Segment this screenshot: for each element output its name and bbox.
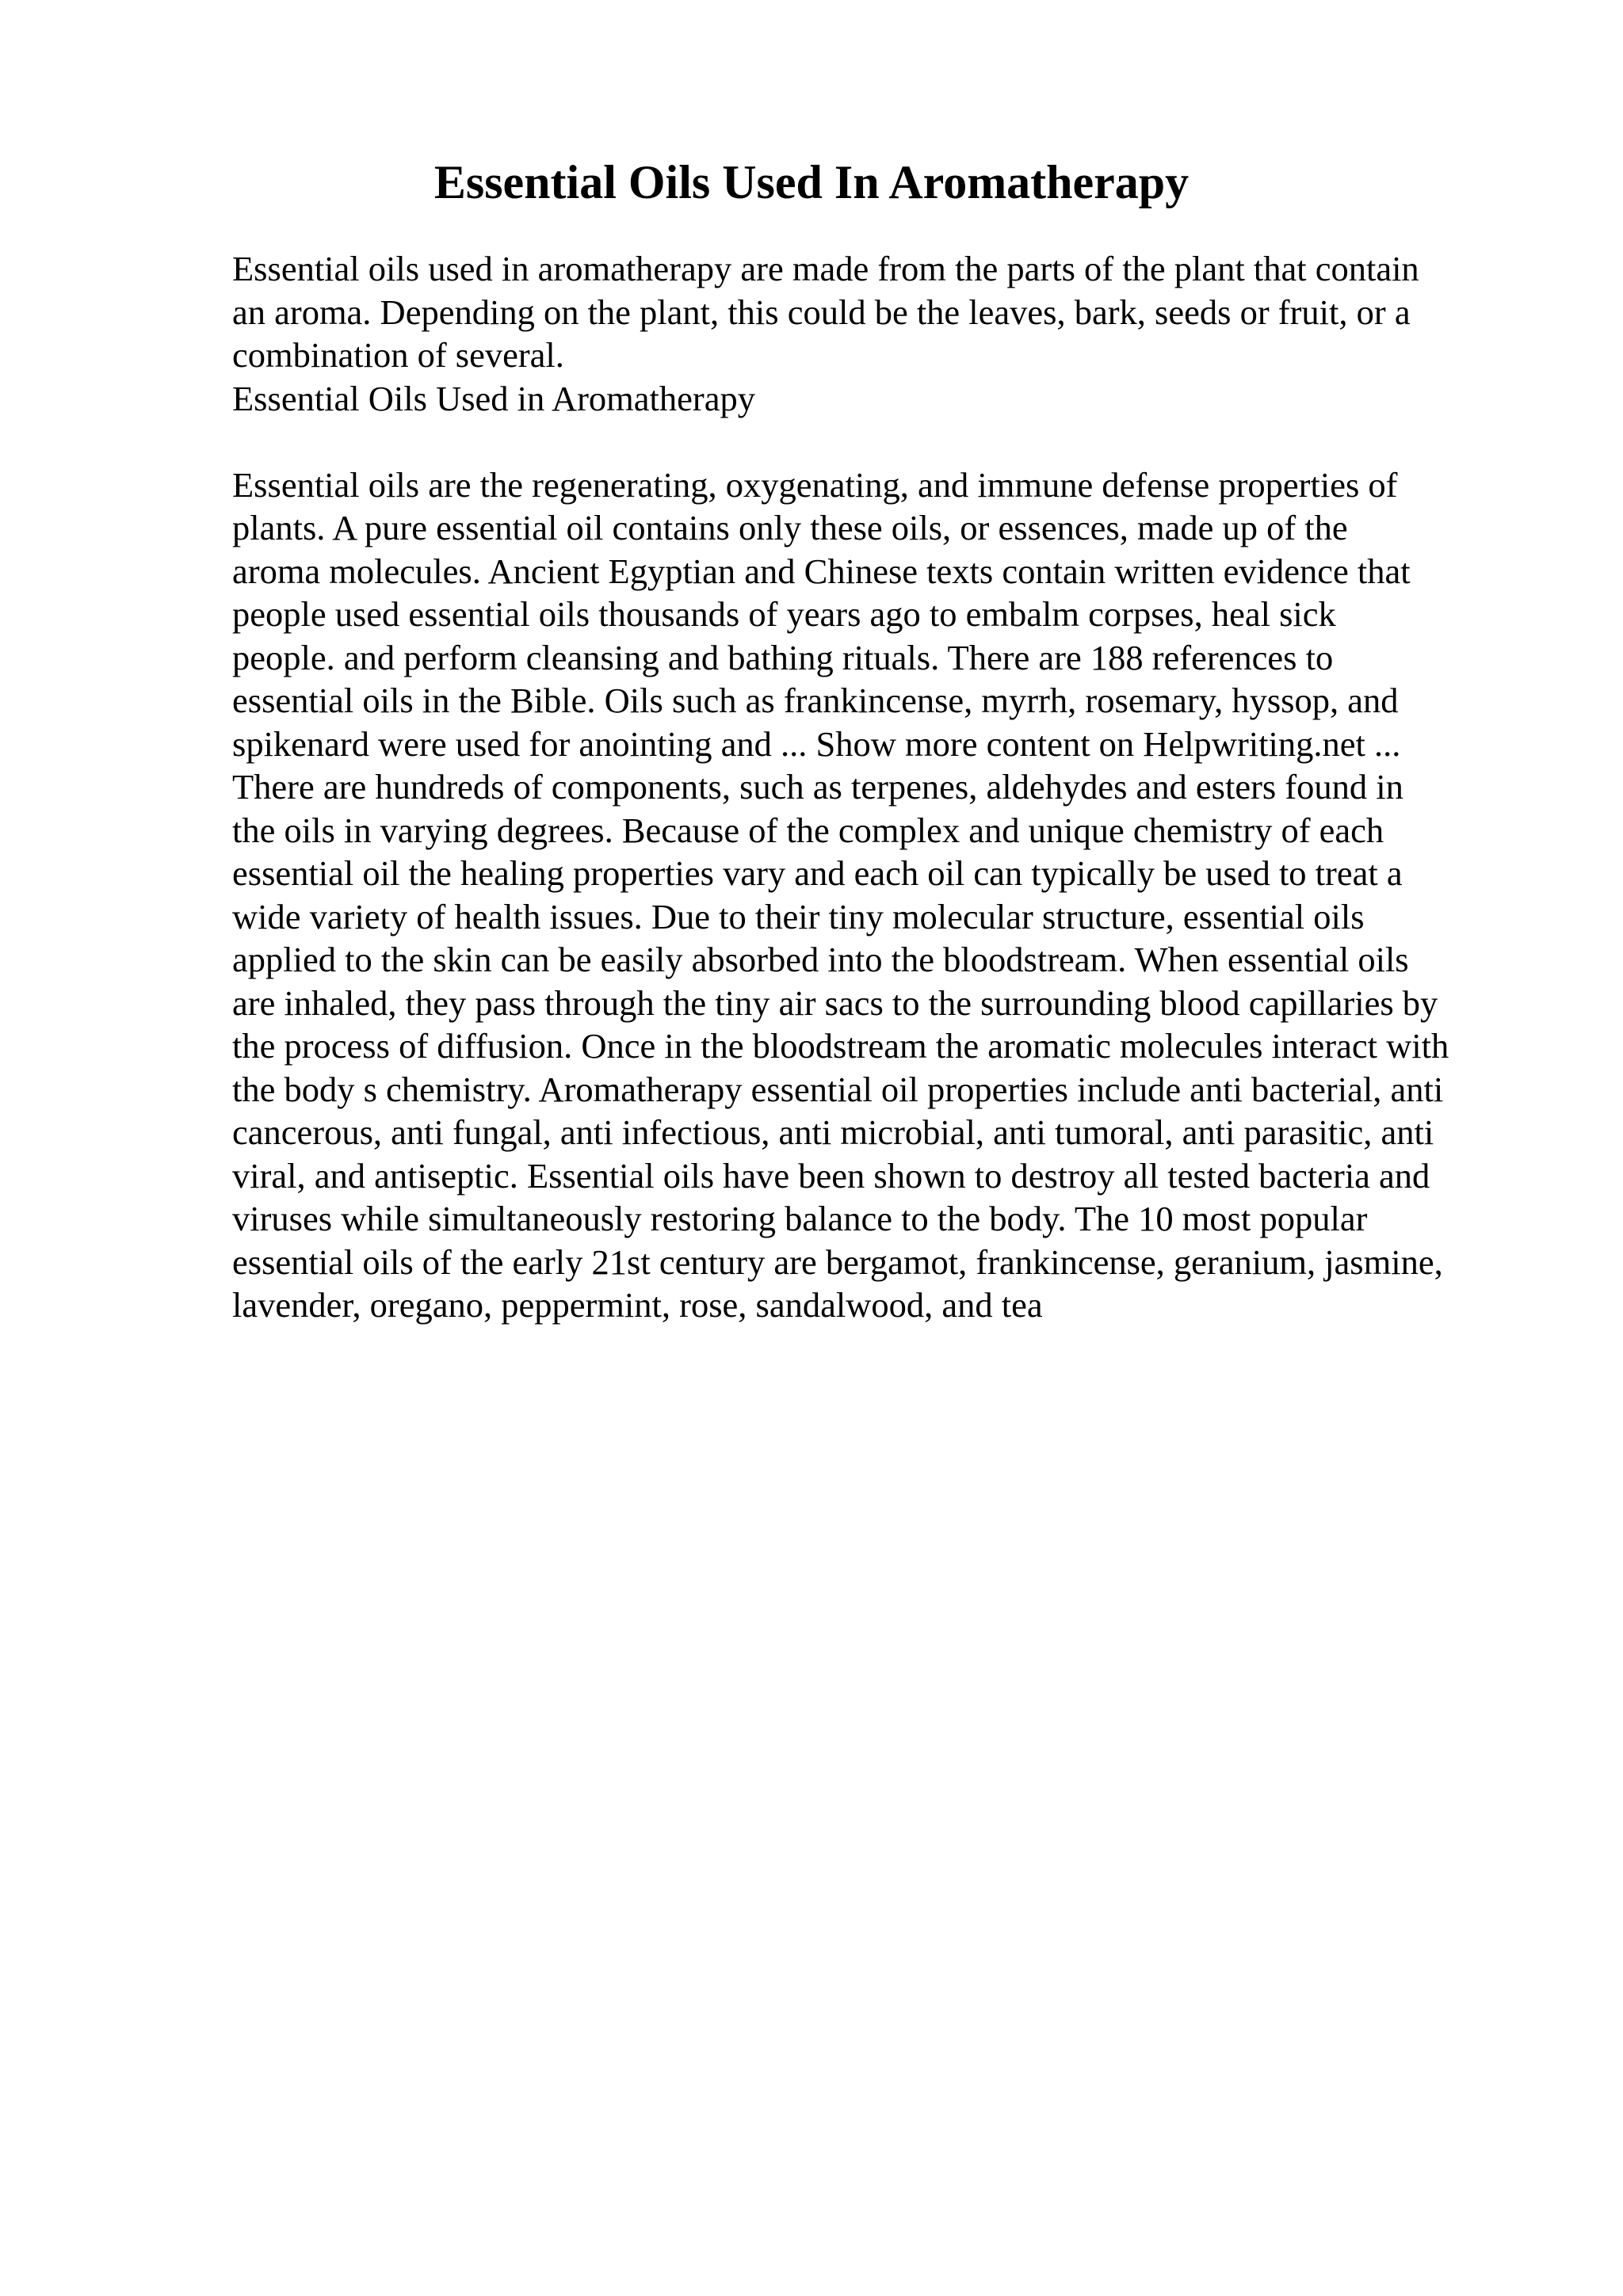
body-line: essential oil the healing properties vary and each oil can typically be used to treat a [232, 853, 1403, 893]
body-line: the process of diffusion. Once in the bloodstream the aromatic molecules interact with [232, 1026, 1449, 1066]
body-line: the oils in varying degrees. Because of the complex and unique chemistry of each [232, 810, 1384, 850]
body-line: spikenard were used for anointing and ... Show more content on Helpwriting.net ... [232, 723, 1401, 764]
body-line: viral, and antiseptic. Essential oils have been shown to destroy all tested bacteria and [232, 1155, 1430, 1196]
body-line: an aroma. Depending on the plant, this could be the leaves, bark, seeds or fruit, or a [232, 292, 1411, 332]
body-line: Essential oils are the regenerating, oxygenating, and immune defense properties of [232, 464, 1398, 505]
body-line: essential oils of the early 21st century are bergamot, frankincense, geranium, jasmine, [232, 1241, 1443, 1282]
body-line: There are hundreds of components, such as terpenes, aldehydes and esters found in [232, 767, 1403, 807]
body-line: applied to the skin can be easily absorbed into the bloodstream. When essential oils [232, 940, 1409, 979]
document-body [232, 247, 1532, 1327]
body-line: combination of several. [232, 335, 564, 375]
section-subheading: Essential Oils Used in Aromatherapy [232, 378, 755, 418]
body-line: essential oils in the Bible. Oils such as frankincense, myrrh, rosemary, hyssop, and [232, 681, 1399, 720]
body-line: people. and perform cleansing and bathing rituals. There are 188 references to [232, 637, 1334, 677]
body-line: are inhaled, they pass through the tiny air sacs to the surrounding blood capillaries by [232, 982, 1438, 1023]
body-line: the body s chemistry. Aromatherapy essential oil properties include anti bacterial, anti [232, 1069, 1444, 1109]
body-line: viruses while simultaneously restoring balance to the body. The 10 most popular [232, 1199, 1368, 1238]
body-line: people used essential oils thousands of years ago to embalm corpses, heal sick [232, 594, 1336, 634]
document-title: Essential Oils Used In Aromatherapy [433, 156, 1190, 208]
body-line: plants. A pure essential oil contains only these oils, or essences, made up of the [232, 508, 1348, 547]
paragraph-spacer [232, 420, 1532, 463]
body-line: lavender, oregano, peppermint, rose, sandalwood, and tea [232, 1285, 1043, 1325]
body-line: cancerous, anti fungal, anti infectious, anti microbial, anti tumoral, anti parasitic, anti [232, 1112, 1434, 1152]
body-line: Essential oils used in aromatherapy are made from the parts of the plant that contain [232, 249, 1419, 288]
body-line: aroma molecules. Ancient Egyptian and Chinese texts contain written evidence that [232, 551, 1411, 591]
body-line: wide variety of health issues. Due to their tiny molecular structure, essential oils [232, 896, 1365, 936]
